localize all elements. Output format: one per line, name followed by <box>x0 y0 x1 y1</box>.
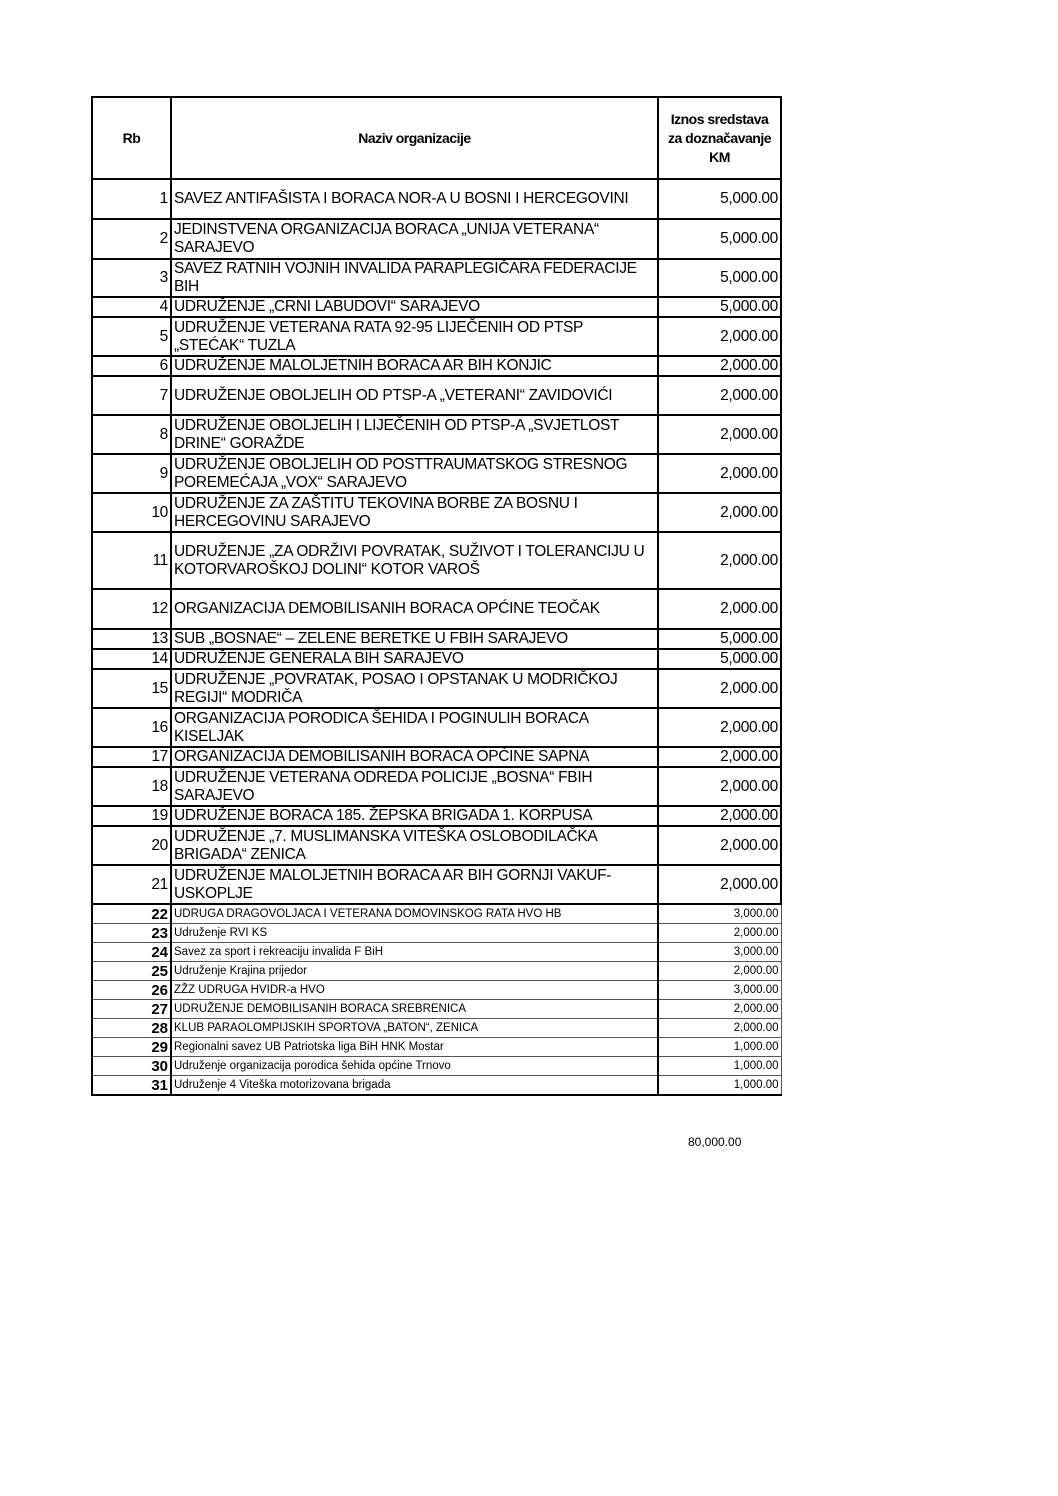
table-row <box>92 924 781 943</box>
table-row <box>92 1000 781 1019</box>
organization-name: UDRUŽENJE GENERALA BIH SARAJEVO <box>171 649 658 669</box>
row-number: 10 <box>92 493 171 532</box>
organization-name: UDRUŽENJE VETERANA ODREDA POLICIJE „BOSNA“ FBIH SARAJEVO <box>171 767 658 806</box>
table-row <box>92 179 781 219</box>
amount-value: 2,000.00 <box>658 415 781 454</box>
row-number: 15 <box>92 669 171 708</box>
organization-name: UDRUŽENJE „ZA ODRŽIVI POVRATAK, SUŽIVOT I TOLERANCIJU U KOTORVAROŠKOJ DOLINI“ KOTOR VAROŠ <box>171 532 658 589</box>
row-number: 23 <box>92 924 171 943</box>
table-row <box>92 493 781 532</box>
amount-value: 1,000.00 <box>658 1076 781 1096</box>
row-number: 8 <box>92 415 171 454</box>
table-row <box>92 532 781 589</box>
organization-name: Udruženje Krajina prijedor <box>171 962 658 981</box>
amount-value: 2,000.00 <box>658 826 781 865</box>
table-row <box>92 1057 781 1076</box>
table-row <box>92 415 781 454</box>
table-row <box>92 669 781 708</box>
table-row <box>92 1019 781 1038</box>
organization-name: UDRUŽENJE MALOLJETNIH BORACA AR BIH GORNJI VAKUF-USKOPLJE <box>171 865 658 904</box>
organization-name: UDRUŽENJE „POVRATAK, POSAO I OPSTANAK U MODRIČKOJ REGIJI“ MODRIČA <box>171 669 658 708</box>
row-number: 29 <box>92 1038 171 1057</box>
amount-value: 2,000.00 <box>658 589 781 629</box>
organization-name: ZŽZ UDRUGA HVIDR-a HVO <box>171 981 658 1000</box>
organization-name: UDRUŽENJE DEMOBILISANIH BORACA SREBRENICA <box>171 1000 658 1019</box>
amount-value: 5,000.00 <box>658 219 781 259</box>
amount-value: 2,000.00 <box>658 454 781 493</box>
table-row <box>92 981 781 1000</box>
amount-value: 2,000.00 <box>658 767 781 806</box>
row-number: 31 <box>92 1076 171 1096</box>
amount-value: 2,000.00 <box>658 865 781 904</box>
organization-name: UDRUŽENJE ZA ZAŠTITU TEKOVINA BORBE ZA BOSNU I HERCEGOVINU SARAJEVO <box>171 493 658 532</box>
row-number: 20 <box>92 826 171 865</box>
organization-name: Udruženje 4 Viteška motorizovana brigada <box>171 1076 658 1096</box>
table-row <box>92 649 781 669</box>
amount-value: 5,000.00 <box>658 649 781 669</box>
allocation-table <box>91 96 782 1096</box>
amount-value: 1,000.00 <box>658 1038 781 1057</box>
row-number: 13 <box>92 629 171 649</box>
organization-name: SAVEZ ANTIFAŠISTA I BORACA NOR-A U BOSNI I HERCEGOVINI <box>171 179 658 219</box>
organization-name: UDRUŽENJE VETERANA RATA 92-95 LIJEČENIH OD PTSP „STEĆAK“ TUZLA <box>171 317 658 356</box>
amount-value: 2,000.00 <box>658 1000 781 1019</box>
table-row <box>92 806 781 826</box>
organization-name: SUB „BOSNAE“ – ZELENE BERETKE U FBIH SARAJEVO <box>171 629 658 649</box>
header-name: Naziv organizacije <box>171 97 658 179</box>
amount-value: 2,000.00 <box>658 962 781 981</box>
row-number: 25 <box>92 962 171 981</box>
table-body <box>92 179 781 1095</box>
table-row <box>92 589 781 629</box>
row-number: 24 <box>92 943 171 962</box>
organization-name: UDRUŽENJE OBOLJELIH OD PTSP-A „VETERANI“ ZAVIDOVIĆI <box>171 376 658 415</box>
row-number: 4 <box>92 297 171 317</box>
row-number: 21 <box>92 865 171 904</box>
organization-name: KLUB PARAOLOMPIJSKIH SPORTOVA „BATON“, ZENICA <box>171 1019 658 1038</box>
table-row <box>92 962 781 981</box>
amount-value: 2,000.00 <box>658 376 781 415</box>
table-row <box>92 259 781 297</box>
table-row <box>92 454 781 493</box>
table-row <box>92 943 781 962</box>
row-number: 27 <box>92 1000 171 1019</box>
amount-value: 2,000.00 <box>658 532 781 589</box>
table-header-row <box>92 97 781 179</box>
row-number: 2 <box>92 219 171 259</box>
amount-value: 2,000.00 <box>658 806 781 826</box>
table-row <box>92 708 781 747</box>
organization-name: UDRUŽENJE „7. MUSLIMANSKA VITEŠKA OSLOBODILAČKA BRIGADA“ ZENICA <box>171 826 658 865</box>
row-number: 6 <box>92 356 171 376</box>
amount-value: 2,000.00 <box>658 356 781 376</box>
organization-name: Savez za sport i rekreaciju invalida F BiH <box>171 943 658 962</box>
amount-value: 2,000.00 <box>658 317 781 356</box>
row-number: 1 <box>92 179 171 219</box>
table-row <box>92 219 781 259</box>
table-row <box>92 826 781 865</box>
amount-value: 2,000.00 <box>658 1019 781 1038</box>
table-row <box>92 297 781 317</box>
row-number: 3 <box>92 259 171 297</box>
table-row <box>92 1038 781 1057</box>
header-amount: Iznos sredstava za doznačavanje KM <box>658 97 781 179</box>
organization-name: UDRUŽENJE BORACA 185. ŽEPSKA BRIGADA 1. KORPUSA <box>171 806 658 826</box>
table-row <box>92 747 781 767</box>
organization-name: UDRUGA DRAGOVOLJACA I VETERANA DOMOVINSKOG RATA HVO HB <box>171 904 658 924</box>
row-number: 16 <box>92 708 171 747</box>
table-row <box>92 1076 781 1096</box>
row-number: 22 <box>92 904 171 924</box>
organization-name: ORGANIZACIJA DEMOBILISANIH BORACA OPĆINE TEOČAK <box>171 589 658 629</box>
table-row <box>92 904 781 924</box>
amount-value: 1,000.00 <box>658 1057 781 1076</box>
total-amount: 80,000.00 <box>688 1135 742 1149</box>
organization-name: UDRUŽENJE OBOLJELIH I LIJEČENIH OD PTSP-A „SVJETLOST DRINE“ GORAŽDE <box>171 415 658 454</box>
organization-name: Udruženje RVI KS <box>171 924 658 943</box>
row-number: 5 <box>92 317 171 356</box>
row-number: 11 <box>92 532 171 589</box>
row-number: 9 <box>92 454 171 493</box>
amount-value: 2,000.00 <box>658 747 781 767</box>
row-number: 14 <box>92 649 171 669</box>
table-row <box>92 865 781 904</box>
row-number: 18 <box>92 767 171 806</box>
amount-value: 5,000.00 <box>658 297 781 317</box>
organization-name: UDRUŽENJE „CRNI LABUDOVI“ SARAJEVO <box>171 297 658 317</box>
amount-value: 3,000.00 <box>658 981 781 1000</box>
amount-value: 2,000.00 <box>658 493 781 532</box>
row-number: 7 <box>92 376 171 415</box>
amount-value: 2,000.00 <box>658 708 781 747</box>
table-row <box>92 376 781 415</box>
amount-value: 2,000.00 <box>658 924 781 943</box>
amount-value: 3,000.00 <box>658 904 781 924</box>
amount-value: 3,000.00 <box>658 943 781 962</box>
organization-name: ORGANIZACIJA DEMOBILISANIH BORACA OPĆINE SAPNA <box>171 747 658 767</box>
table-row <box>92 356 781 376</box>
table-row <box>92 629 781 649</box>
table-row <box>92 317 781 356</box>
row-number: 30 <box>92 1057 171 1076</box>
row-number: 26 <box>92 981 171 1000</box>
organization-name: SAVEZ RATNIH VOJNIH INVALIDA PARAPLEGIČARA FEDERACIJE BIH <box>171 259 658 297</box>
row-number: 17 <box>92 747 171 767</box>
amount-value: 5,000.00 <box>658 179 781 219</box>
organization-name: UDRUŽENJE OBOLJELIH OD POSTTRAUMATSKOG STRESNOG POREMEĆAJA „VOX“ SARAJEVO <box>171 454 658 493</box>
organization-name: Regionalni savez UB Patriotska liga BiH HNK Mostar <box>171 1038 658 1057</box>
amount-value: 2,000.00 <box>658 669 781 708</box>
organization-name: Udruženje organizacija porodica šehida općine Trnovo <box>171 1057 658 1076</box>
row-number: 28 <box>92 1019 171 1038</box>
organization-name: JEDINSTVENA ORGANIZACIJA BORACA „UNIJA VETERANA“ SARAJEVO <box>171 219 658 259</box>
table-row <box>92 767 781 806</box>
organization-name: ORGANIZACIJA PORODICA ŠEHIDA I POGINULIH BORACA KISELJAK <box>171 708 658 747</box>
amount-value: 5,000.00 <box>658 259 781 297</box>
row-number: 19 <box>92 806 171 826</box>
header-rb: Rb <box>92 97 171 179</box>
amount-value: 5,000.00 <box>658 629 781 649</box>
row-number: 12 <box>92 589 171 629</box>
organization-name: UDRUŽENJE MALOLJETNIH BORACA AR BIH KONJIC <box>171 356 658 376</box>
